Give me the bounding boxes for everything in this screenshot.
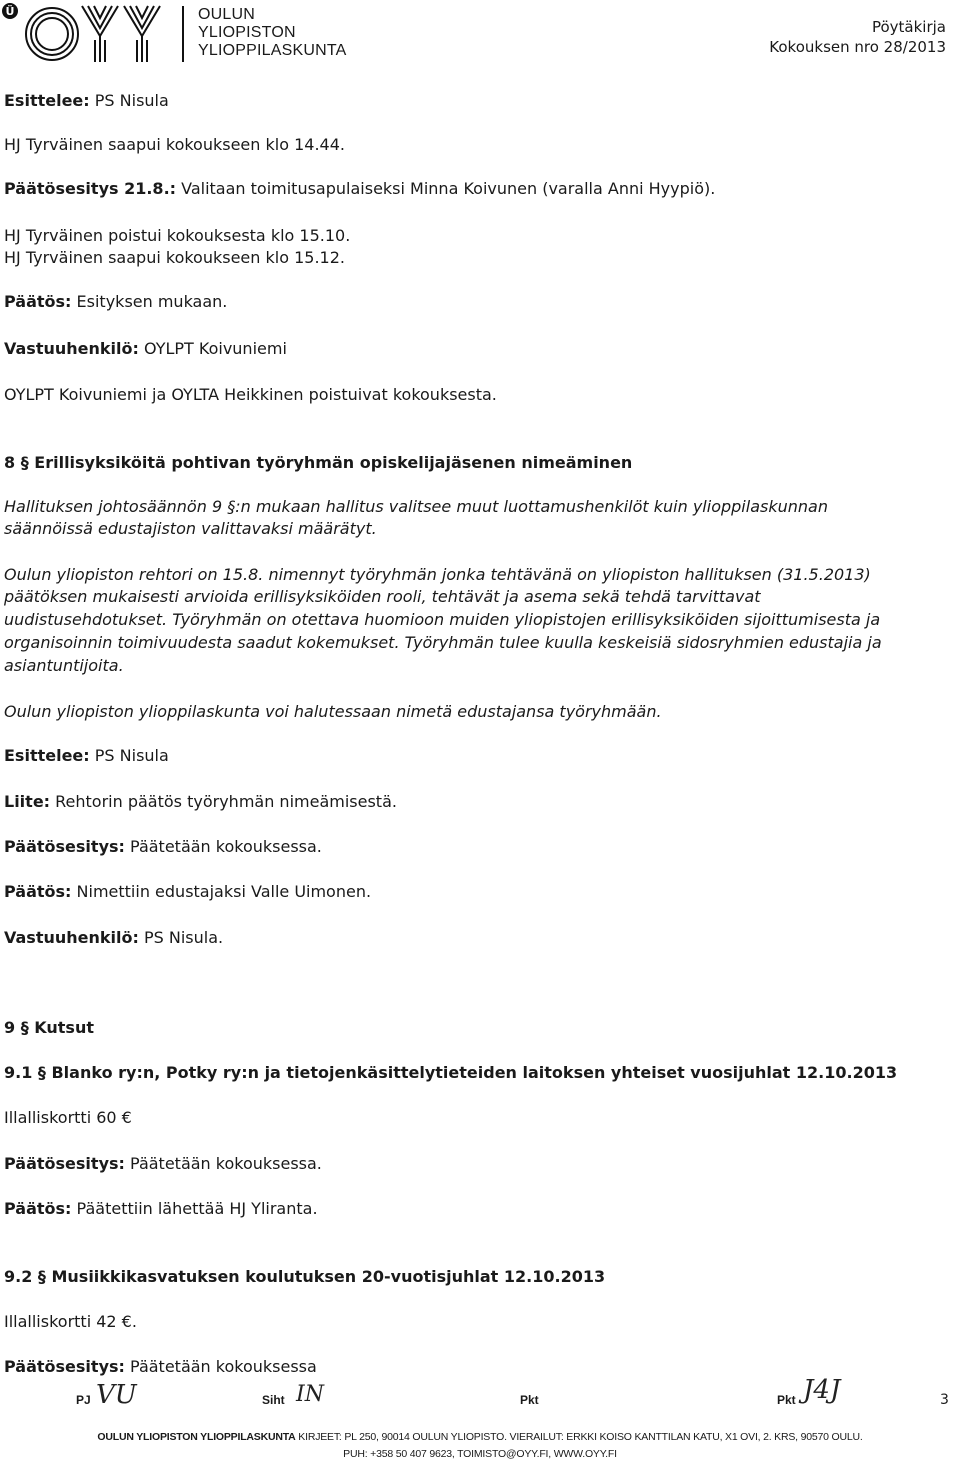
- s91-proposal: [4, 1153, 322, 1175]
- pkt-label-1: Pkt: [520, 1393, 539, 1407]
- footer-address: [0, 1431, 960, 1443]
- s92-ticket: Illalliskortti 42 €.: [4, 1312, 137, 1331]
- text: PS Nisula: [89, 91, 169, 110]
- s8-paragraph2-line5: asiantuntijoita.: [4, 656, 124, 675]
- text: Nimettiin edustajaksi Valle Uimonen.: [71, 882, 372, 901]
- org-name-line3: YLIOPPILASKUNTA: [198, 42, 347, 59]
- s8-attachment: [4, 791, 397, 813]
- footer-contact: PUH: +358 50 407 9623, TOIMISTO@OYY.FI, WWW.OYY.FI: [343, 1448, 617, 1460]
- section-9-1-heading: 9.1 § Blanko ry:n, Potky ry:n ja tietojenkäsittelytieteiden laitoksen yhteiset vuosijuhlat 12.10.2013: [4, 1063, 898, 1082]
- s91-decision: [4, 1198, 318, 1220]
- s8-paragraph2-line1: Oulun yliopiston rehtori on 15.8. nimennyt työryhmän jonka tehtävänä on yliopiston hallituksen (31.5.2013): [4, 565, 871, 584]
- oyy-logo-icon: [0, 0, 190, 66]
- org-name-line1: OULUN: [198, 6, 256, 23]
- text: Päätetään kokouksessa: [124, 1357, 317, 1376]
- s91-ticket: Illalliskortti 60 €: [4, 1108, 132, 1127]
- label: Liite:: [4, 792, 51, 811]
- pj-initials: VU: [96, 1380, 137, 1410]
- s92-proposal: [4, 1356, 317, 1378]
- logo: [0, 0, 190, 66]
- label: Päätös:: [4, 1199, 72, 1218]
- label: Päätösesitys 21.8.:: [4, 179, 177, 198]
- return-line: HJ Tyrväinen saapui kokoukseen klo 15.12.: [4, 248, 345, 267]
- pkt-initials: J4J: [803, 1375, 841, 1405]
- text: PS Nisula.: [138, 928, 224, 947]
- label: Vastuuhenkilö:: [4, 928, 139, 947]
- label: Päätösesitys:: [4, 1357, 125, 1376]
- doc-type: Pöytäkirja: [871, 18, 946, 36]
- page-number: 3: [940, 1392, 949, 1408]
- label: Esittelee:: [4, 91, 90, 110]
- text: Päätetään kokouksessa.: [124, 1154, 322, 1173]
- text: Päätettiin lähettää HJ Yliranta.: [71, 1199, 318, 1218]
- responsible-line: [4, 338, 287, 360]
- proposal-line: [4, 178, 715, 200]
- svg-text:Ü: Ü: [5, 5, 15, 18]
- text: Esityksen mukaan.: [71, 292, 228, 311]
- presenter-line: [4, 90, 169, 112]
- pj-label: PJ: [76, 1393, 91, 1407]
- label: Päätösesitys:: [4, 837, 125, 856]
- s8-responsible: [4, 927, 223, 949]
- s8-paragraph1-line1: Hallituksen johtosäännön 9 §:n mukaan hallitus valitsee muut luottamushenkilöt kuin ylioppilaskunnan: [4, 497, 828, 516]
- arrival-line: HJ Tyrväinen saapui kokoukseen klo 14.44.: [4, 135, 345, 154]
- label: Päätös:: [4, 292, 72, 311]
- departure-line: HJ Tyrväinen poistui kokouksesta klo 15.10.: [4, 226, 351, 245]
- siht-label: Siht: [262, 1393, 285, 1407]
- siht-initials: IN: [296, 1382, 324, 1407]
- section-9-2-heading: 9.2 § Musiikkikasvatuksen koulutuksen 20-vuotisjuhlat 12.10.2013: [4, 1267, 606, 1286]
- s8-paragraph3: Oulun yliopiston ylioppilaskunta voi halutessaan nimetä edustajansa työryhmään.: [4, 702, 662, 721]
- s8-paragraph1-line2: säännöissä edustajiston valittavaksi määrätyt.: [4, 519, 377, 538]
- s8-decision: [4, 881, 371, 903]
- label: Päätösesitys:: [4, 1154, 125, 1173]
- label: Vastuuhenkilö:: [4, 339, 139, 358]
- s8-paragraph2-line4: organisoinnin toimivuudesta saadut kokemukset. Työryhmän tulee kuulla keskeisiä sidosryhmien edustajia ja: [4, 633, 882, 652]
- left-meeting-line: OYLPT Koivuniemi ja OYLTA Heikkinen poistuivat kokouksesta.: [4, 385, 497, 404]
- footer-org: OULUN YLIOPISTON YLIOPPILASKUNTA: [97, 1431, 296, 1443]
- s8-proposal: [4, 836, 322, 858]
- meeting-number: Kokouksen nro 28/2013: [769, 38, 946, 56]
- section-8-heading: 8 § Erillisyksiköitä pohtivan työryhmän opiskelijajäsenen nimeäminen: [4, 453, 633, 472]
- text: PS Nisula: [89, 746, 169, 765]
- label: Päätös:: [4, 882, 72, 901]
- footer-address-text: KIRJEET: PL 250, 90014 OULUN YLIOPISTO. VIERAILUT: ERKKI KOISO KANTTILAN KATU, X1 OVI, 2. KRS, 90570 OULU.: [295, 1431, 863, 1443]
- text: OYLPT Koivuniemi: [138, 339, 287, 358]
- s8-paragraph2-line2: päätöksen mukaisesti arvioida erillisyksiköiden rooli, tehtävät ja asema sekä tehdä tarvittavat: [4, 587, 761, 606]
- text: Päätetään kokouksessa.: [124, 837, 322, 856]
- text: Rehtorin päätös työryhmän nimeämisestä.: [50, 792, 397, 811]
- section-9-heading: 9 § Kutsut: [4, 1018, 94, 1037]
- s8-paragraph2-line3: uudistusehdotukset. Työryhmän on otettava huomioon muiden yliopistojen erillisyksiköiden sijoittumisesta ja: [4, 610, 881, 629]
- s8-presenter: [4, 745, 169, 767]
- org-name-line2: YLIOPISTON: [198, 24, 296, 41]
- text: Valitaan toimitusapulaiseksi Minna Koivunen (varalla Anni Hyypiö).: [176, 179, 716, 198]
- label: Esittelee:: [4, 746, 90, 765]
- pkt-label-2: Pkt: [777, 1393, 796, 1407]
- decision-line: [4, 291, 227, 313]
